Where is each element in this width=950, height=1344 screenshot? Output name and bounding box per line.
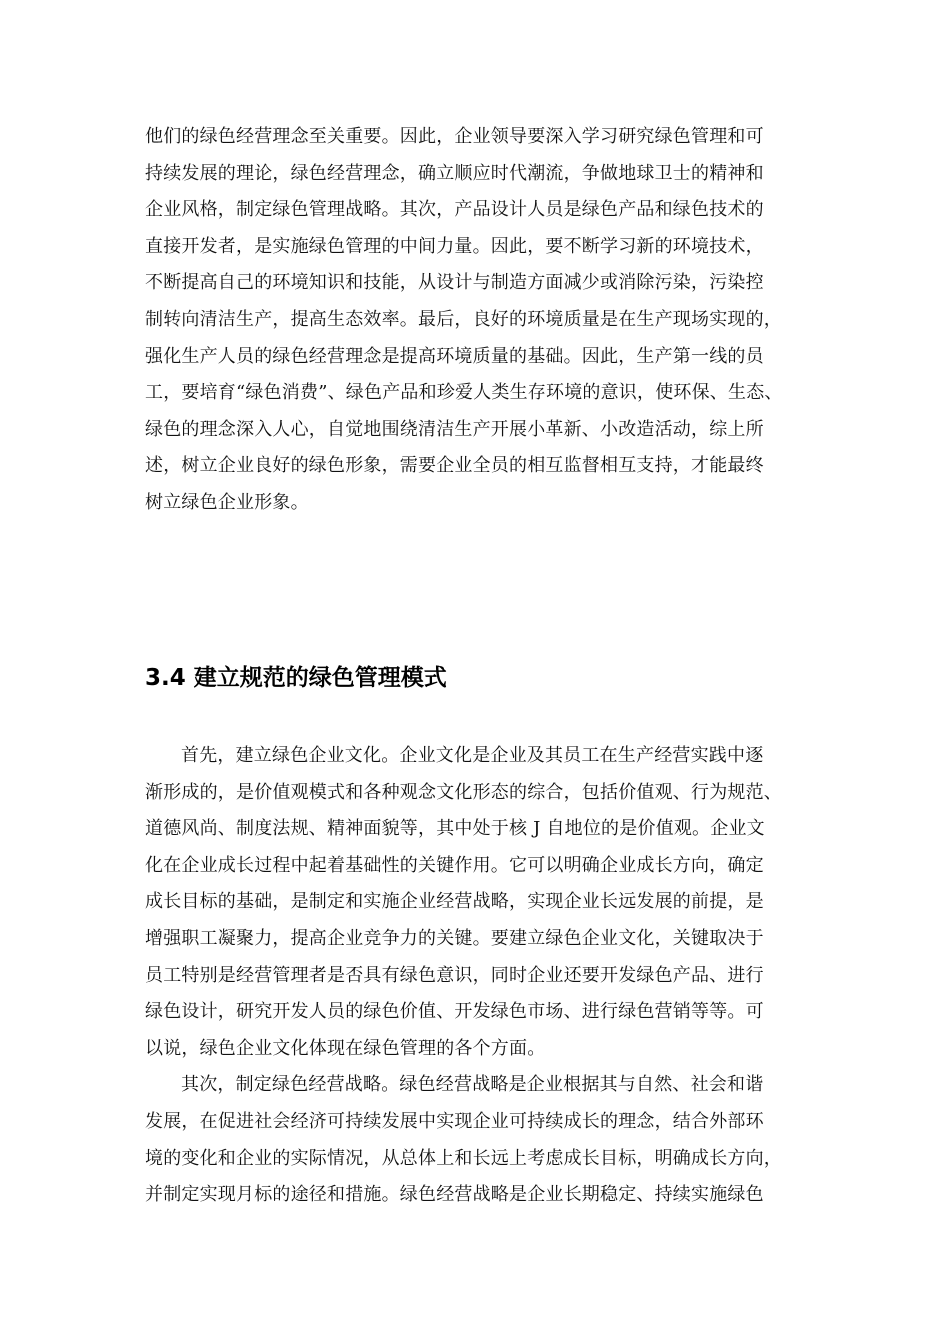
text-line: 绿色设计，研究开发人员的绿色价值、开发绿色市场、进行绿色营销等等。可 <box>145 1001 764 1023</box>
text-line: 道德风尚、制度法规、精神面貌等，其中处于核 J 自地位的是价值观。企业文 <box>145 818 765 840</box>
text-line: 绿色的理念深入人心，自觉地围绕清洁生产开展小革新、小改造活动，综上所 <box>145 418 764 440</box>
text-line: 成长目标的基础，是制定和实施企业经营战略，实现企业长远发展的前提，是 <box>145 891 764 913</box>
text-line: 树立绿色企业形象。 <box>145 491 309 513</box>
text-line: 制转向清洁生产，提高生态效率。最后，良好的环境质量是在生产现场实现的， <box>145 308 782 330</box>
paragraph-strategy <box>145 1067 815 1213</box>
text-line: 并制定实现月标的途径和措施。绿色经营战略是企业长期稳定、持续实施绿色 <box>145 1184 764 1206</box>
text-line: 发展，在促进社会经济可持续发展中实现企业可持续成长的理念，结合外部环 <box>145 1110 764 1132</box>
text-line: 持续发展的理论，绿色经营理念，确立顺应时代潮流，争做地球卫士的精神和 <box>145 162 764 184</box>
text-line: 企业风格，制定绿色管理战略。其次，产品设计人员是绿色产品和绿色技术的 <box>145 199 764 221</box>
section-body <box>145 738 815 1214</box>
text-line: 渐形成的，是价值观模式和各种观念文化形态的综合，包括价值观、行为规范、 <box>145 781 782 803</box>
text-line: 其次，制定绿色经营战略。绿色经营战略是企业根据其与自然、社会和谐 <box>181 1074 764 1096</box>
text-line: 工，要培育“绿色消费”、绿色产品和珍爱人类生存环境的意识，使环保、生态、 <box>145 382 783 404</box>
text-line: 不断提高自己的环境知识和技能，从设计与制造方面减少或消除污染，污染控 <box>145 272 764 294</box>
text-line: 员工特别是经营管理者是否具有绿色意识，同时企业还要开发绿色产品、进行 <box>145 964 764 986</box>
text-line: 化在企业成长过程中起着基础性的关键作用。它可以明确企业成长方向，确定 <box>145 854 764 876</box>
section-heading: 3.4 建立规范的绿色管理模式 <box>145 665 447 691</box>
text-line: 强化生产人员的绿色经营理念是提高环境质量的基础。因此，生产第一线的员 <box>145 345 764 367</box>
text-line: 述，树立企业良好的绿色形象，需要企业全员的相互监督相互支持，才能最终 <box>145 455 764 477</box>
paragraph-continued <box>145 119 815 522</box>
text-line: 境的变化和企业的实际情况，从总体上和长远上考虑成长目标，明确成长方向， <box>145 1147 782 1169</box>
text-line: 以说，绿色企业文化体现在绿色管理的各个方面。 <box>145 1037 546 1059</box>
text-line: 增强职工凝聚力，提高企业竞争力的关键。要建立绿色企业文化，关键取决于 <box>145 927 764 949</box>
paragraph-culture <box>145 738 815 1067</box>
text-line: 首先，建立绿色企业文化。企业文化是企业及其员工在生产经营实践中逐 <box>181 745 764 766</box>
text-line: 直接开发者，是实施绿色管理的中间力量。因此，要不断学习新的环境技术， <box>145 235 764 257</box>
text-line: 他们的绿色经营理念至关重要。因此，企业领导要深入学习研究绿色管理和可 <box>145 126 764 147</box>
